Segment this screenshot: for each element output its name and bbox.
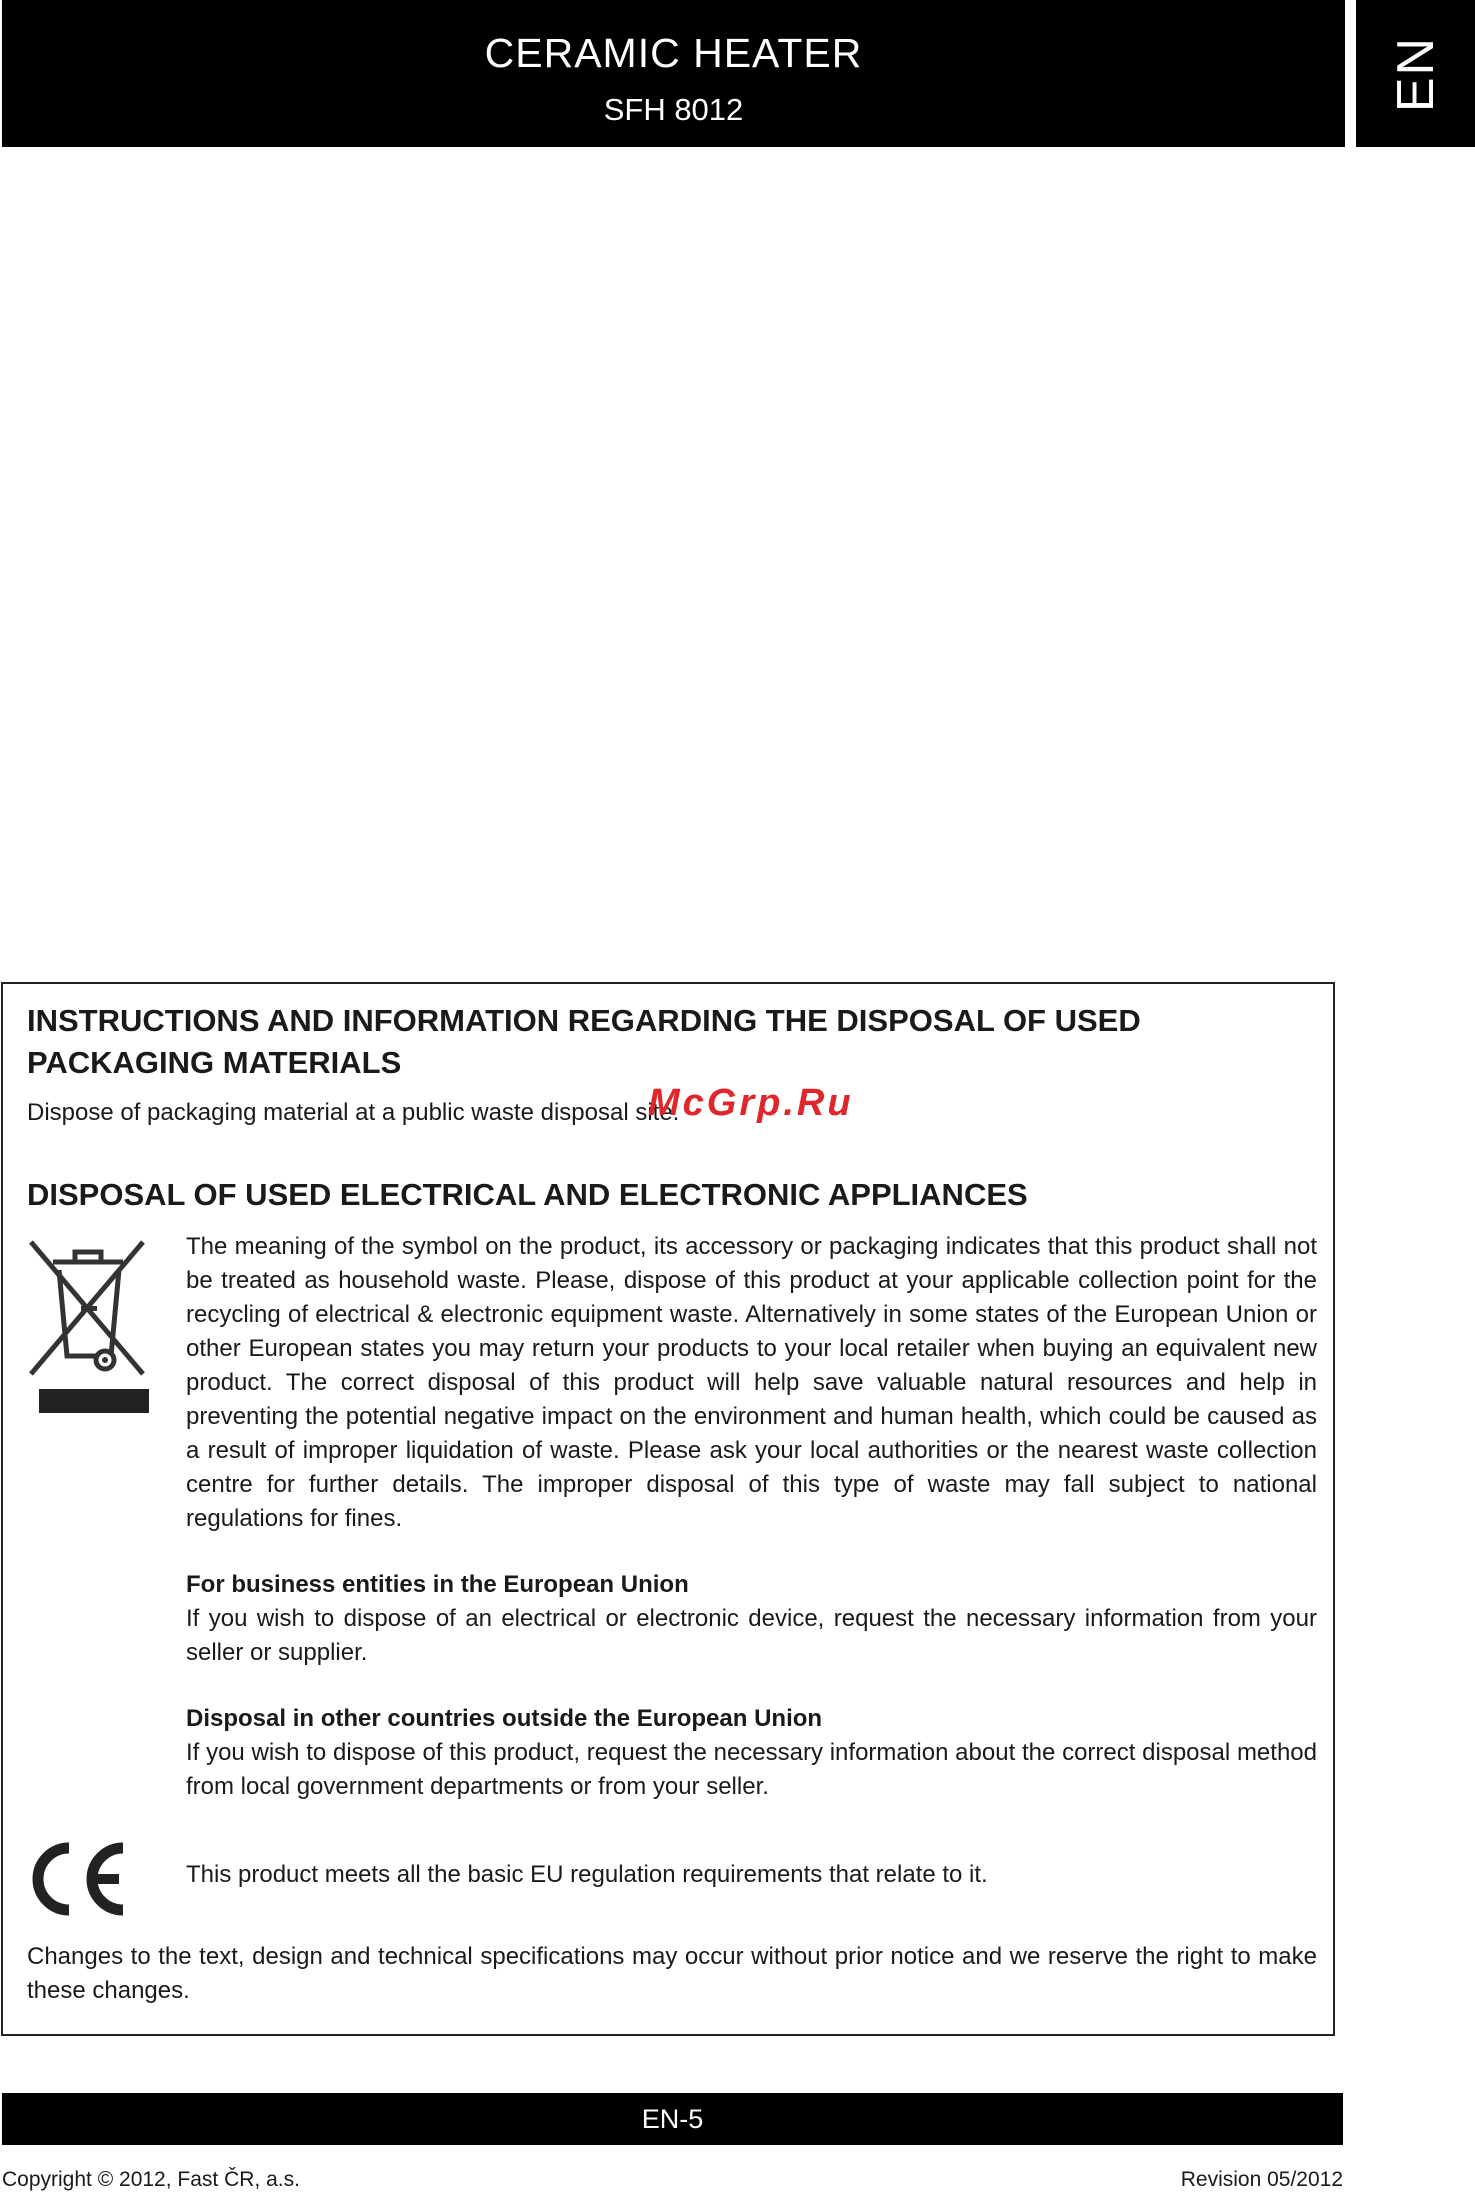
product-title: CERAMIC HEATER [484,30,863,76]
revision: Revision 05/2012 [1180,2168,1343,2191]
crossed-out-wheelie-bin-icon [23,1234,153,1414]
changes-notice: Changes to the text, design and technical specifications may occur without prior notice and we reserve the right to make these changes. [27,1943,1317,2004]
watermark: McGrp.Ru [648,1082,854,1124]
copyright: Copyright © 2012, Fast ČR, a.s. [2,2168,300,2191]
business-text: If you wish to dispose of an electrical or electronic device, request the necessary information from your seller or supplier. [186,1605,1317,1666]
header-bar [2,0,1345,147]
ce-text: This product meets all the basic EU regulation requirements that relate to it. [186,1861,988,1888]
disposal-info-box [1,982,1335,2036]
outside-eu-heading: Disposal in other countries outside the European Union [186,1705,823,1732]
packaging-text: Dispose of packaging material at a public waste disposal site. [27,1099,680,1126]
weee-text: The meaning of the symbol on the product, its accessory or packaging indicates that this product shall not be treated as household waste. Please, dispose of this product at your applicable collection point for the recycling of electrical & electronic equipment waste. Alternatively in some states of the European Union or other European states you may return your products to your local retailer when buying an equivalent new product. The correct disposal of this product will help save valuable natural resources and help in preventing the potential negative impact on the environment and human health, which could be caused as a result of improper liquidation of waste. Please ask your local authorities or the nearest waste collection centre for further details. The improper disposal of this type of waste may fall subject to national regulations for fines. [186,1233,1317,1532]
ce-mark-icon [25,1840,133,1918]
business-heading: For business entities in the European Union [186,1571,689,1598]
language-tab [1356,0,1475,147]
packaging-heading: INSTRUCTIONS AND INFORMATION REGARDING THE DISPOSAL OF USED PACKAGING MATERIALS [27,1003,1141,1080]
weee-heading: DISPOSAL OF USED ELECTRICAL AND ELECTRONIC APPLIANCES [27,1177,1028,1212]
outside-eu-text: If you wish to dispose of this product, request the necessary information about the correct disposal method from local government departments or from your seller. [186,1739,1317,1800]
page-number-bar [2,2093,1343,2145]
page-number: EN-5 [641,2104,704,2134]
product-model: SFH 8012 [603,92,744,127]
language-label: EN [1386,35,1445,112]
